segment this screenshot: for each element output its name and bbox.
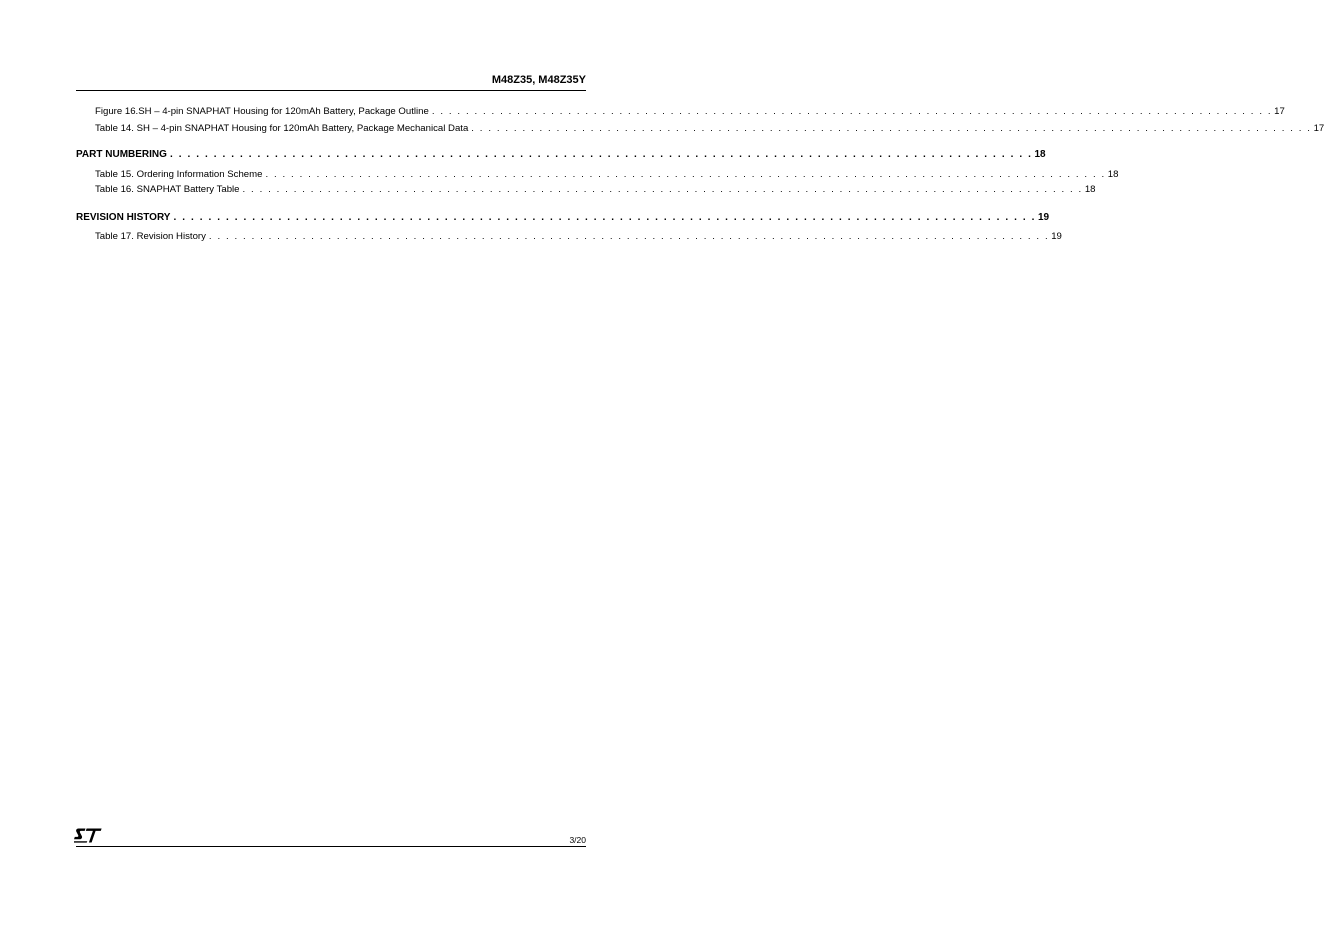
toc-entry-table-14[interactable] — [95, 123, 1324, 135]
page-number: 3/20 — [569, 835, 586, 845]
toc-leader-dots: . . . . . . . . . . . . . . . . . . . . . . . . . . . . . . . . . . . . . . . . . . . . . . . . . . . . . . . . . . . . . . . . . . . . . . . . . . . . . . . . . . . . . . . . . . . . . . . . . . . — [431, 106, 1273, 117]
toc-entry-figure-16[interactable] — [95, 106, 1285, 118]
toc-leader-dots: . . . . . . . . . . . . . . . . . . . . . . . . . . . . . . . . . . . . . . . . . . . . . . . . . . . . . . . . . . . . . . . . . . . . . . . . . . . . . . . . . . . . . . . . . . . . . . . . . . . — [173, 212, 1036, 223]
toc-section-label: REVISION HISTORY — [76, 212, 171, 223]
toc-leader-dots: . . . . . . . . . . . . . . . . . . . . . . . . . . . . . . . . . . . . . . . . . . . . . . . . . . . . . . . . . . . . . . . . . . . . . . . . . . . . . . . . . . . . . . . . . . . . . . . . . . . — [208, 231, 1050, 242]
toc-entry-label: Figure 16.SH – 4-pin SNAPHAT Housing for 120mAh Battery, Package Outline — [95, 106, 429, 117]
toc-entry-page: 18 — [1084, 184, 1096, 195]
toc-leader-dots: . . . . . . . . . . . . . . . . . . . . . . . . . . . . . . . . . . . . . . . . . . . . . . . . . . . . . . . . . . . . . . . . . . . . . . . . . . . . . . . . . . . . . . . . . . . . . . . . . . . — [265, 169, 1106, 180]
toc-section-part-numbering[interactable] — [76, 149, 1046, 161]
toc-leader-dots: . . . . . . . . . . . . . . . . . . . . . . . . . . . . . . . . . . . . . . . . . . . . . . . . . . . . . . . . . . . . . . . . . . . . . . . . . . . . . . . . . . . . . . . . . . . . . . . . . . . — [242, 184, 1083, 195]
toc-section-page: 18 — [1034, 149, 1046, 160]
toc-entry-label: Table 17. Revision History — [95, 231, 206, 242]
toc-entry-table-16[interactable] — [95, 184, 1096, 196]
footer-rule — [76, 846, 586, 847]
toc-entry-page: 17 — [1313, 123, 1324, 134]
header-rule — [76, 90, 586, 91]
toc-entry-label: Table 16. SNAPHAT Battery Table — [95, 184, 240, 195]
toc-entry-page: 18 — [1107, 169, 1119, 180]
toc-entry-page: 19 — [1051, 231, 1062, 242]
toc-entry-label: Table 15. Ordering Information Scheme — [95, 169, 263, 180]
toc-leader-dots: . . . . . . . . . . . . . . . . . . . . . . . . . . . . . . . . . . . . . . . . . . . . . . . . . . . . . . . . . . . . . . . . . . . . . . . . . . . . . . . . . . . . . . . . . . . . . . . . . . . — [471, 123, 1312, 134]
st-logo-icon — [74, 827, 102, 844]
toc-section-label: PART NUMBERING — [76, 149, 167, 160]
toc-section-page: 19 — [1038, 212, 1050, 223]
toc-leader-dots: . . . . . . . . . . . . . . . . . . . . . . . . . . . . . . . . . . . . . . . . . . . . . . . . . . . . . . . . . . . . . . . . . . . . . . . . . . . . . . . . . . . . . . . . . . . . . . . . . . . — [169, 149, 1033, 160]
toc-entry-table-17[interactable] — [95, 231, 1062, 243]
toc-entry-page: 17 — [1274, 106, 1285, 117]
toc-entry-table-15[interactable] — [95, 169, 1119, 181]
document-title: M48Z35, M48Z35Y — [491, 74, 586, 86]
toc-section-revision-history[interactable] — [76, 212, 1050, 224]
toc-entry-label: Table 14. SH – 4-pin SNAPHAT Housing for 120mAh Battery, Package Mechanical Data — [95, 123, 469, 134]
